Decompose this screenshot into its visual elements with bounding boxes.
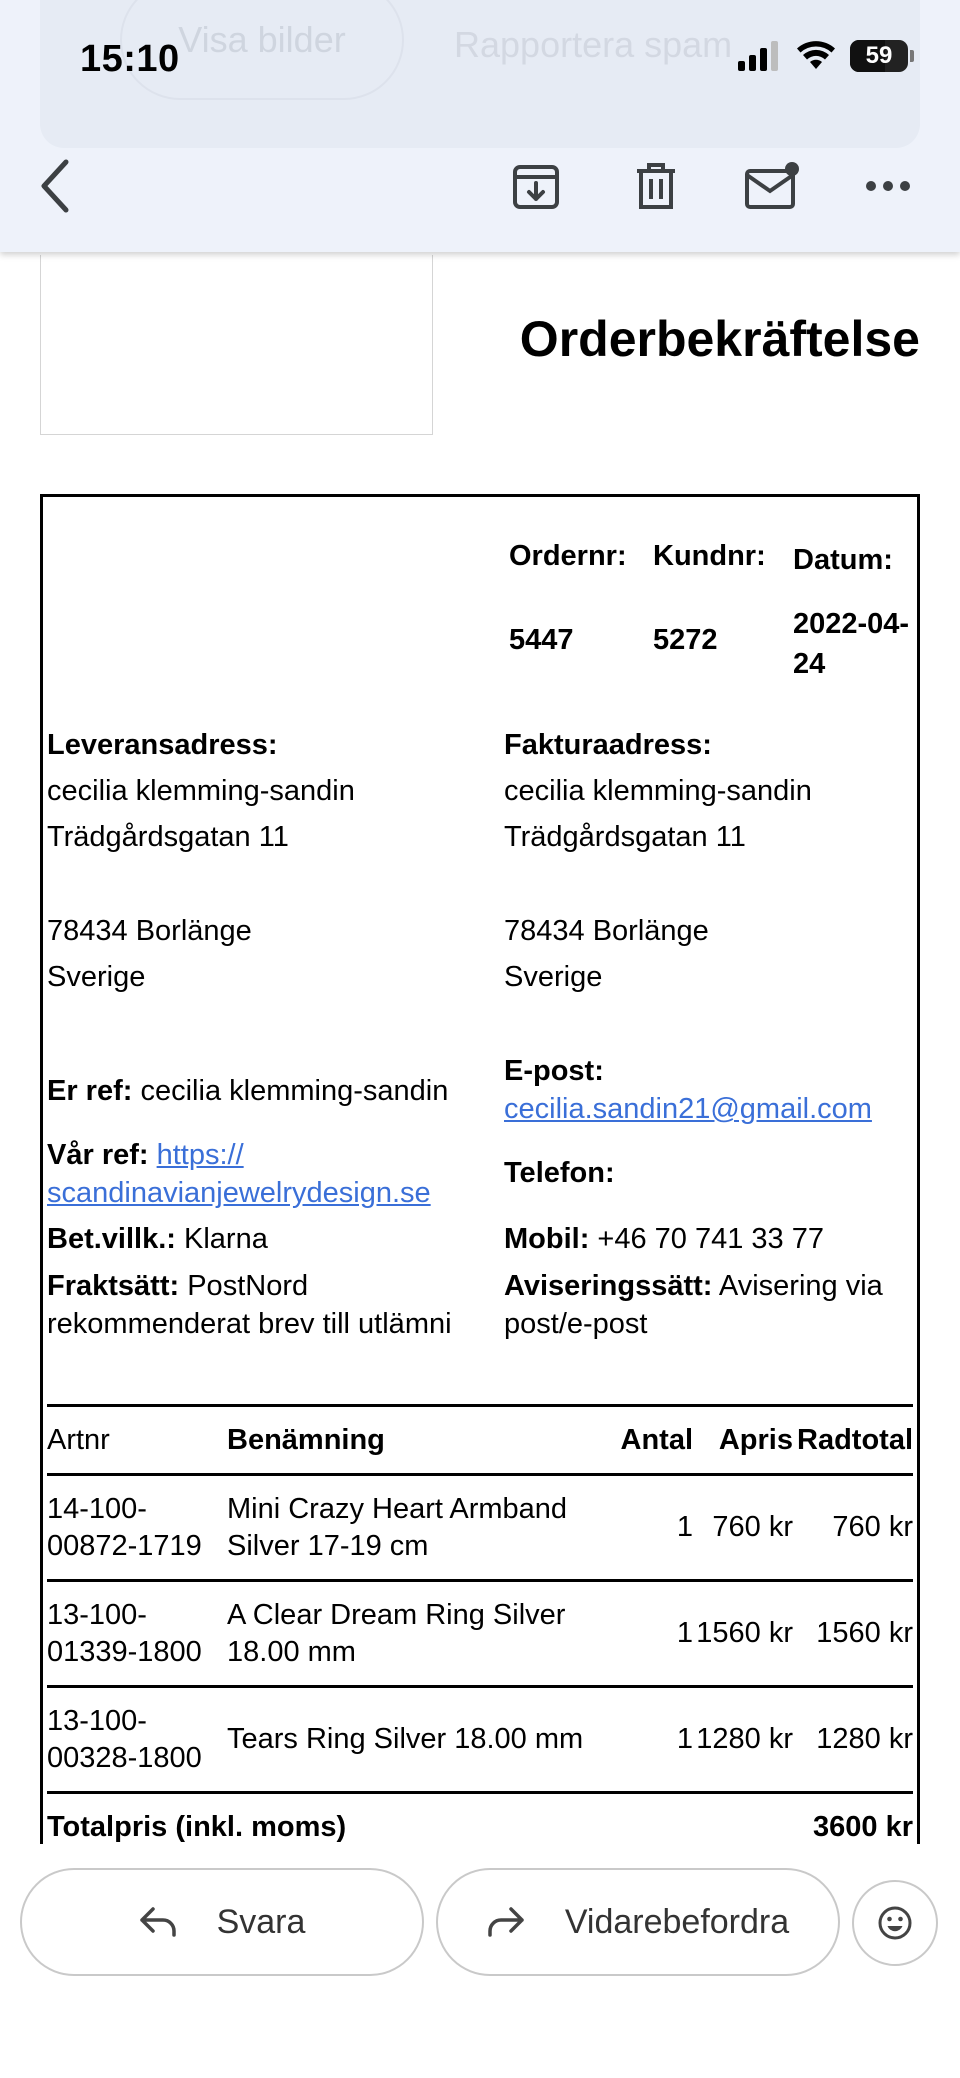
battery-icon — [850, 40, 914, 72]
item-name: Tears Ring Silver 18.00 mm — [227, 1723, 584, 1755]
item-name: A Clear Dream Ring Silver 18.00 mm — [227, 1598, 566, 1668]
your-reference-value: cecilia klemming-sandin — [140, 1075, 449, 1107]
payment-terms — [47, 1220, 268, 1258]
table-row — [47, 1476, 913, 1579]
col-name: Benämning — [227, 1423, 385, 1456]
signal-icon — [738, 41, 782, 71]
our-reference — [47, 1136, 431, 1212]
total-label: Totalpris (inkl. moms) — [47, 1810, 347, 1843]
email-contact — [504, 1052, 872, 1128]
our-reference-link[interactable]: https:// scandinavianjewelrydesign.se — [47, 1139, 431, 1209]
col-total: Radtotal — [797, 1423, 913, 1456]
table-row — [47, 1582, 913, 1685]
reply-label: Svara — [216, 1902, 306, 1941]
col-price: Apris — [718, 1423, 793, 1456]
customer-number-label: Kundnr: — [653, 540, 766, 572]
shipping-method-label: Fraktsätt: — [47, 1270, 180, 1302]
your-reference-label: Er ref: — [47, 1075, 133, 1107]
mark-unread-icon — [744, 161, 800, 211]
notification-method — [504, 1267, 883, 1343]
item-qty: 1 — [676, 1723, 693, 1755]
bottom-action-bar — [0, 1846, 960, 2078]
back-button[interactable] — [24, 154, 88, 218]
phone-label: Telefon: — [504, 1157, 615, 1189]
invoice-city: 78434 Borlänge — [504, 915, 709, 947]
item-name: Mini Crazy Heart Armband Silver 17-19 cm — [227, 1492, 568, 1562]
col-qty: Antal — [620, 1423, 693, 1456]
forward-icon — [487, 1907, 525, 1937]
table-row — [47, 1688, 913, 1791]
item-total: 760 kr — [832, 1511, 913, 1543]
reply-icon — [139, 1907, 177, 1937]
payment-terms-label: Bet.villk.: — [47, 1223, 176, 1255]
item-total: 1560 kr — [816, 1617, 913, 1649]
battery-level: 59 — [865, 42, 893, 69]
notification-line1: Avisering via — [718, 1270, 883, 1302]
mobile-contact — [504, 1220, 824, 1258]
total-value: 3600 kr — [813, 1810, 913, 1843]
wifi-icon — [796, 41, 836, 71]
mobile-label: Mobil: — [504, 1223, 590, 1255]
reply-button[interactable] — [20, 1868, 424, 1976]
item-art-number: 13-100- 01339-1800 — [47, 1598, 202, 1668]
customer-number: 5272 — [653, 624, 718, 656]
item-total: 1280 kr — [816, 1723, 913, 1755]
more-icon — [865, 180, 911, 192]
delivery-street: Trädgårdsgatan 11 — [47, 821, 289, 853]
order-date: 2022-04-24 — [793, 608, 910, 680]
delivery-address — [47, 722, 355, 1000]
logo-image-placeholder — [40, 255, 433, 435]
more-button[interactable] — [856, 154, 920, 218]
email-label: E-post: — [504, 1055, 604, 1087]
order-number: 5447 — [509, 624, 574, 656]
report-spam-button[interactable]: Rapportera spam — [454, 24, 733, 65]
page-title: Orderbekräftelse — [519, 311, 920, 367]
shipping-method-line2: rekommenderat brev till utlämni — [47, 1308, 452, 1340]
show-images-button[interactable]: Visa bilder — [120, 0, 404, 100]
item-qty: 1 — [676, 1617, 693, 1649]
delete-button[interactable] — [624, 154, 688, 218]
notification-line2: post/e-post — [504, 1308, 648, 1340]
order-number-label: Ordernr: — [509, 540, 627, 572]
order-items-table — [47, 1404, 913, 1860]
col-art: Artnr — [47, 1423, 110, 1456]
order-meta — [509, 540, 923, 684]
invoice-country: Sverige — [504, 961, 603, 993]
invoice-street: Trädgårdsgatan 11 — [504, 821, 746, 853]
emoji-icon — [877, 1905, 913, 1941]
invoice-name: cecilia klemming-sandin — [504, 775, 812, 807]
invoice-address — [504, 722, 812, 1000]
your-reference — [47, 1072, 448, 1110]
table-header — [47, 1407, 913, 1473]
item-price: 1560 kr — [696, 1617, 793, 1649]
forward-label: Vidarebefordra — [564, 1902, 790, 1941]
payment-terms-value: Klarna — [184, 1223, 268, 1255]
our-reference-label: Vår ref: — [47, 1139, 149, 1171]
phone-contact — [504, 1154, 615, 1192]
status-icons — [738, 40, 914, 72]
invoice-address-label: Fakturaadress: — [504, 729, 712, 761]
delivery-name: cecilia klemming-sandin — [47, 775, 355, 807]
date-label: Datum: — [793, 544, 893, 576]
top-bar — [0, 0, 960, 252]
mobile-value: +46 70 741 33 77 — [597, 1223, 824, 1255]
shipping-method — [47, 1267, 452, 1343]
back-icon — [36, 158, 76, 214]
item-art-number: 13-100- 00328-1800 — [47, 1704, 202, 1774]
mark-unread-button[interactable] — [740, 154, 804, 218]
item-art-number: 14-100- 00872-1719 — [47, 1492, 202, 1562]
emoji-reaction-button[interactable] — [852, 1880, 938, 1966]
item-price: 760 kr — [712, 1511, 793, 1543]
item-price: 1280 kr — [696, 1723, 793, 1755]
notification-label: Aviseringssätt: — [504, 1270, 713, 1302]
email-toolbar — [0, 140, 960, 230]
delivery-city: 78434 Borlänge — [47, 915, 252, 947]
delivery-country: Sverige — [47, 961, 146, 993]
email-link[interactable]: cecilia.sandin21@gmail.com — [504, 1093, 872, 1125]
shipping-method-line1: PostNord — [187, 1270, 309, 1302]
archive-icon — [511, 161, 561, 211]
archive-button[interactable] — [504, 154, 568, 218]
trash-icon — [633, 161, 679, 211]
forward-button[interactable] — [436, 1868, 840, 1976]
item-qty: 1 — [676, 1511, 693, 1543]
delivery-address-label: Leveransadress: — [47, 729, 278, 761]
status-time: 15:10 — [80, 38, 180, 80]
